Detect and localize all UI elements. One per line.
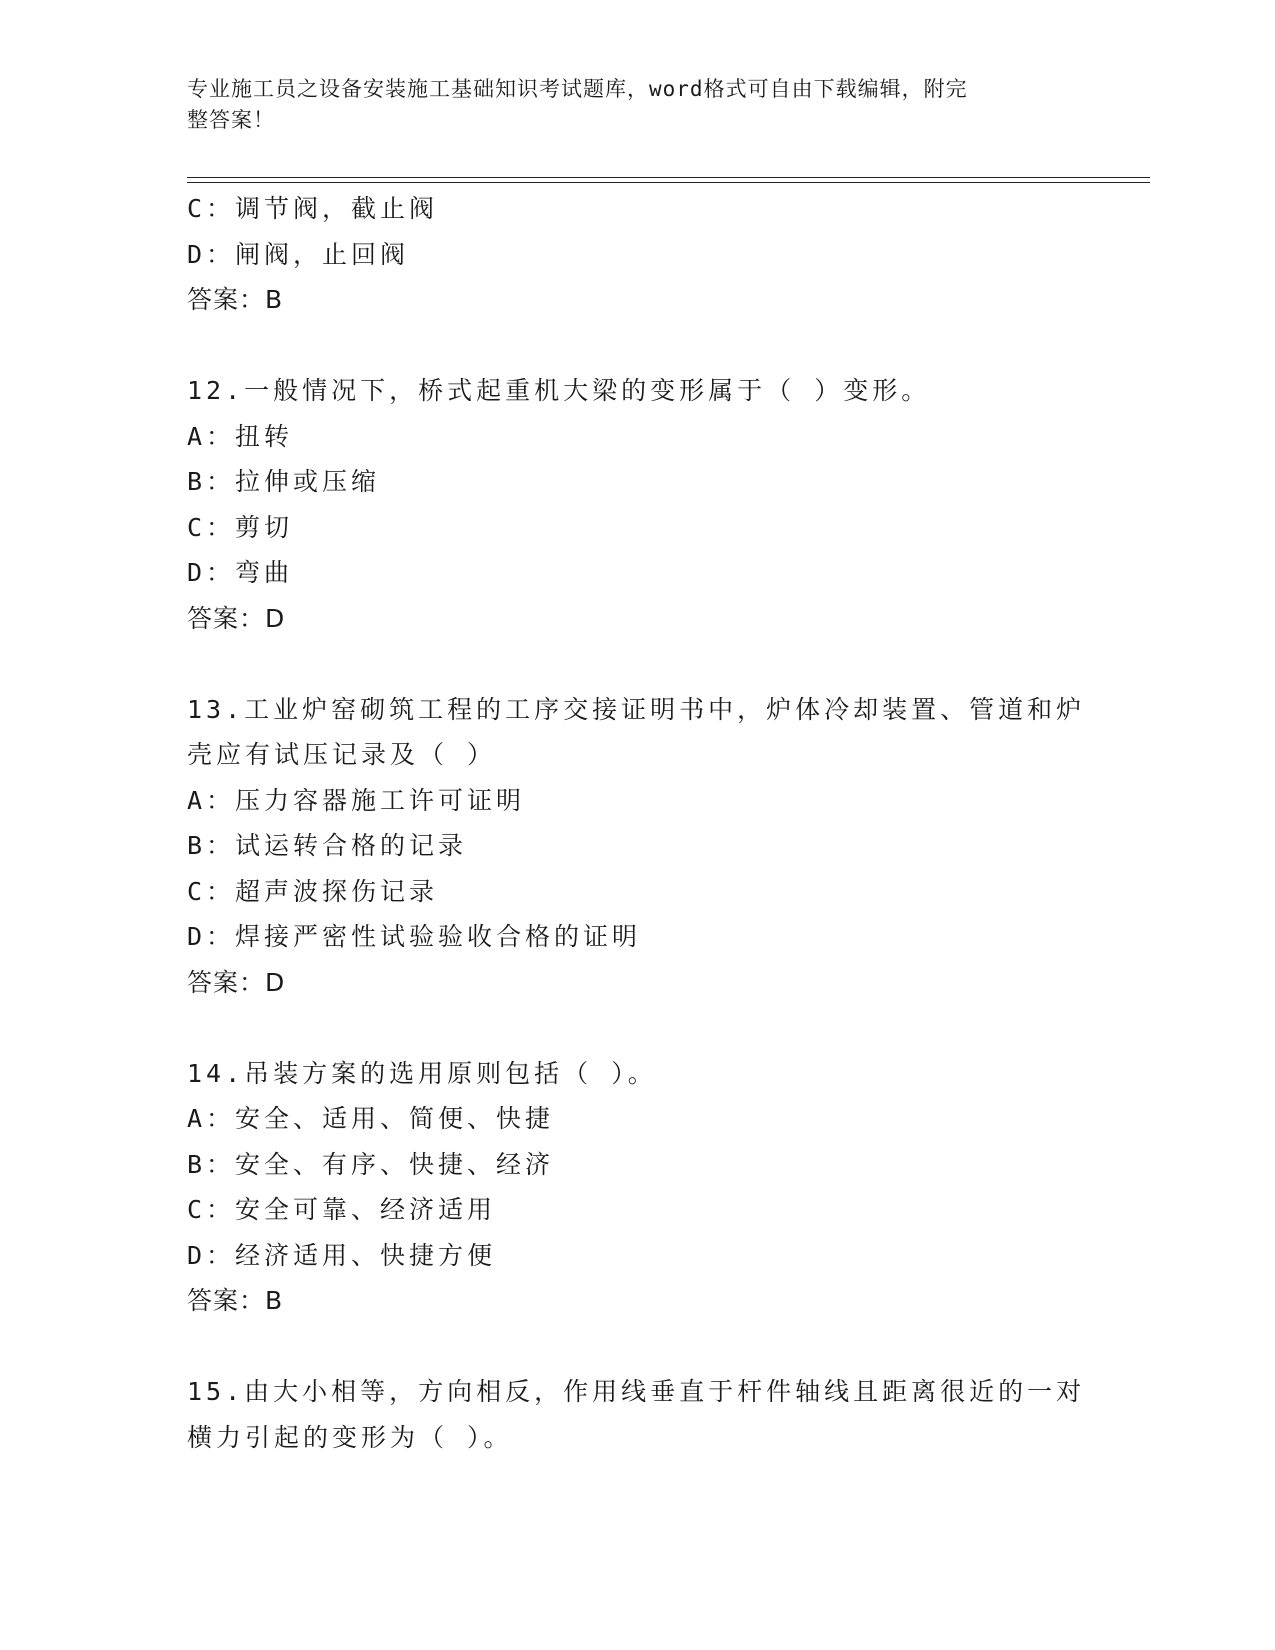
question-stem-continued: 壳应有试压记录及（ ） — [187, 740, 497, 769]
header-text-line-1: 专业施工员之设备安装施工基础知识考试题库，word格式可自由下载编辑，附完 — [187, 77, 968, 101]
question-13 — [187, 687, 1087, 1006]
question-stem: 14.吊装方案的选用原则包括（ ）。 — [187, 1058, 657, 1088]
answer-line: 答案：B — [187, 285, 284, 314]
question-stem: 12.一般情况下，桥式起重机大梁的变形属于（ ）变形。 — [187, 376, 931, 405]
answer-line: 答案：D — [187, 967, 286, 997]
answer-line: 答案：D — [187, 603, 286, 633]
option-d: D：经济适用、快捷方便 — [187, 1240, 497, 1270]
option-a: A：压力容器施工许可证明 — [187, 785, 526, 815]
option-d: D：闸阀，止回阀 — [187, 239, 410, 269]
option-a: A：扭转 — [187, 421, 294, 451]
spacer — [187, 1324, 1087, 1370]
header-divider-bottom — [187, 182, 1150, 183]
option-c: C：剪切 — [187, 512, 294, 542]
page-header — [187, 74, 1067, 136]
question-12 — [187, 368, 1087, 641]
header-text-line-2: 整答案！ — [187, 108, 275, 132]
option-b: B：安全、有序、快捷、经济 — [187, 1149, 555, 1179]
document-body — [187, 186, 1087, 1460]
question-stem: 13.工业炉窑砌筑工程的工序交接证明书中，炉体冷却装置、管道和炉 — [187, 694, 1086, 724]
spacer — [187, 323, 1087, 369]
answer-line: 答案：B — [187, 1286, 284, 1315]
option-c: C：超声波探伤记录 — [187, 876, 439, 906]
question-15 — [187, 1369, 1087, 1460]
option-b: B：试运转合格的记录 — [187, 831, 468, 860]
option-b: B：拉伸或压缩 — [187, 467, 381, 496]
question-stem: 15.由大小相等，方向相反，作用线垂直于杆件轴线且距离很近的一对 — [187, 1377, 1086, 1406]
option-c: C：安全可靠、经济适用 — [187, 1195, 497, 1224]
option-d: D：焊接严密性试验验收合格的证明 — [187, 922, 642, 951]
option-c: C：调节阀，截止阀 — [187, 194, 439, 223]
question-stem-continued: 横力引起的变形为（ ）。 — [187, 1422, 513, 1452]
option-d: D：弯曲 — [187, 558, 294, 587]
question-14 — [187, 1051, 1087, 1324]
header-divider-top — [187, 177, 1150, 178]
spacer — [187, 641, 1087, 687]
spacer — [187, 1005, 1087, 1051]
option-a: A：安全、适用、简便、快捷 — [187, 1104, 555, 1133]
